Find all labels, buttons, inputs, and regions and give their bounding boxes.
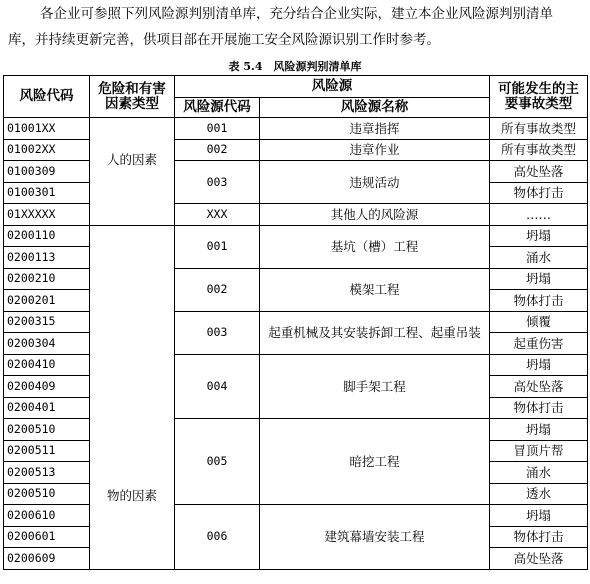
risk-code-cell: 01001XX <box>4 118 90 140</box>
accident-type-cell: 高处坠落 <box>490 161 588 183</box>
source-name-cell: 模架工程 <box>260 268 490 311</box>
risk-code-cell: 0200609 <box>4 548 90 570</box>
accident-type-cell: 坍塌 <box>490 354 588 376</box>
accident-type-cell: 涌水 <box>490 247 588 269</box>
risk-code-cell: 0200201 <box>4 290 90 312</box>
source-code-cell: 004 <box>175 354 260 419</box>
risk-code-cell: 0200210 <box>4 268 90 290</box>
source-code-cell: 001 <box>175 225 260 268</box>
source-name-cell: 基坑（槽）工程 <box>260 225 490 268</box>
source-code-cell: 005 <box>175 419 260 505</box>
intro-line-1: 各企业可参照下列风险源判别清单库，充分结合企业实际，建立本企业风险源判别清单 <box>40 6 553 22</box>
risk-code-cell: 0200510 <box>4 483 90 505</box>
accident-type-cell: 物体打击 <box>490 526 588 548</box>
risk-code-cell: 0200401 <box>4 397 90 419</box>
risk-code-cell: 0200110 <box>4 225 90 247</box>
source-name-cell: 脚手架工程 <box>260 354 490 419</box>
risk-code-cell: 01002XX <box>4 139 90 161</box>
risk-code-cell: 01XXXXX <box>4 204 90 226</box>
risk-source-table <box>3 75 588 570</box>
risk-code-cell: 0200610 <box>4 505 90 527</box>
accident-type-cell: 物体打击 <box>490 182 588 204</box>
source-name-cell: 暗挖工程 <box>260 419 490 505</box>
accident-type-cell: 坍塌 <box>490 419 588 441</box>
risk-code-cell: 0200113 <box>4 247 90 269</box>
risk-code-cell: 0200601 <box>4 526 90 548</box>
risk-code-cell: 0200410 <box>4 354 90 376</box>
risk-code-cell: 0200513 <box>4 462 90 484</box>
source-code-cell: 002 <box>175 139 260 161</box>
accident-type-cell: 冒顶片帮 <box>490 440 588 462</box>
accident-type-cell: 物体打击 <box>490 290 588 312</box>
accident-type-cell: 透水 <box>490 483 588 505</box>
table-caption: 表 5.4 风险源判别清单库 <box>228 60 362 73</box>
accident-type-cell: 所有事故类型 <box>490 139 588 161</box>
source-name-cell: 其他人的风险源 <box>260 204 490 226</box>
source-code-cell: 002 <box>175 268 260 311</box>
risk-code-cell: 0200511 <box>4 440 90 462</box>
source-name-cell: 违章指挥 <box>260 118 490 140</box>
source-code-cell: XXX <box>175 204 260 226</box>
accident-type-cell: 倾覆 <box>490 311 588 333</box>
factor-type-cell: 人的因素 <box>90 118 175 226</box>
source-code-cell: 003 <box>175 161 260 204</box>
risk-code-cell: 0200409 <box>4 376 90 398</box>
table-row <box>4 225 588 247</box>
risk-code-cell: 0200510 <box>4 419 90 441</box>
intro-line-2: 库，并持续更新完善，供项目部在开展施工安全风险源识别工作时参考。 <box>8 32 440 48</box>
header-risk-code: 风险代码 <box>4 76 90 118</box>
source-code-cell: 001 <box>175 118 260 140</box>
risk-code-cell: 0100301 <box>4 182 90 204</box>
factor-type-cell: 物的因素 <box>90 225 175 569</box>
source-code-cell: 006 <box>175 505 260 570</box>
accident-type-cell: 高处坠落 <box>490 548 588 570</box>
header-risk-source: 风险源 <box>175 76 490 98</box>
accident-type-cell: 涌水 <box>490 462 588 484</box>
source-name-cell: 起重机械及其安装拆卸工程、起重吊装 <box>260 311 490 354</box>
accident-type-cell: 高处坠落 <box>490 376 588 398</box>
source-code-cell: 003 <box>175 311 260 354</box>
accident-type-cell: …… <box>490 204 588 226</box>
source-name-cell: 建筑幕墙安装工程 <box>260 505 490 570</box>
accident-type-cell: 坍塌 <box>490 505 588 527</box>
risk-code-cell: 0100309 <box>4 161 90 183</box>
table-row <box>4 118 588 140</box>
accident-type-cell: 坍塌 <box>490 268 588 290</box>
risk-code-cell: 0200304 <box>4 333 90 355</box>
accident-type-cell: 所有事故类型 <box>490 118 588 140</box>
header-accident-type: 可能发生的主要事故类型 <box>490 76 588 118</box>
header-factor-type: 危险和有害因素类型 <box>90 76 175 118</box>
source-name-cell: 违章作业 <box>260 139 490 161</box>
accident-type-cell: 物体打击 <box>490 397 588 419</box>
accident-type-cell: 坍塌 <box>490 225 588 247</box>
source-name-cell: 违规活动 <box>260 161 490 204</box>
risk-code-cell: 0200315 <box>4 311 90 333</box>
accident-type-cell: 起重伤害 <box>490 333 588 355</box>
header-source-code: 风险源代码 <box>175 98 260 118</box>
header-source-name: 风险源名称 <box>260 98 490 118</box>
